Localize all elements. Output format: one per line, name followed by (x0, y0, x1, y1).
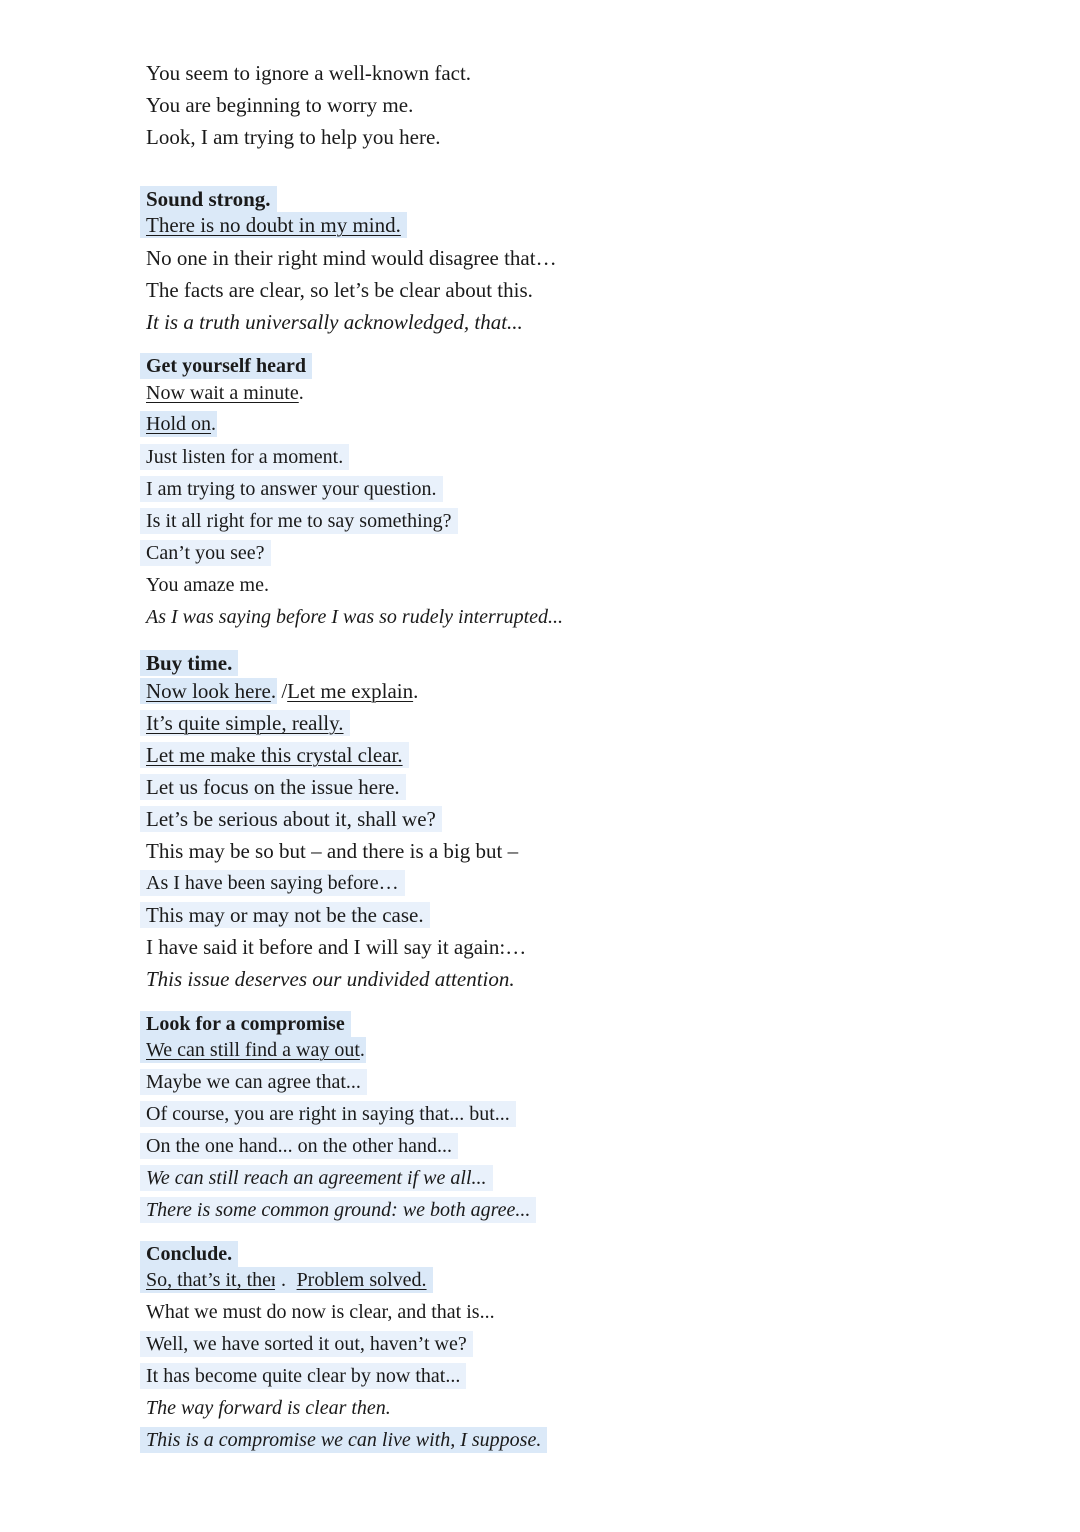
phrase-line: Now look here. /Let me explain. (146, 679, 419, 703)
phrase-line: Now wait a minute. (146, 382, 304, 404)
section-heading-buy-time: Buy time. (146, 651, 233, 675)
phrase-line: This issue deserves our undivided attention. (146, 967, 515, 991)
phrase-line: I have said it before and I will say it again:… (146, 935, 527, 959)
phrase-line: This is a compromise we can live with, I suppose. (146, 1429, 542, 1451)
phrase-line: Well, we have sorted it out, haven’t we? (146, 1333, 467, 1355)
section-heading-compromise: Look for a compromise (146, 1013, 345, 1035)
phrase-line: Maybe we can agree that... (146, 1071, 361, 1093)
phrase-line: There is no doubt in my mind. (146, 213, 401, 237)
section-heading-get-heard: Get yourself heard (146, 355, 306, 377)
phrase-line: There is some common ground: we both agree... (146, 1199, 531, 1221)
phrase-line: Hold on. (146, 413, 216, 435)
phrase-line: As I have been saying before… (146, 872, 399, 894)
phrase-line: Let’s be serious about it, shall we? (146, 807, 436, 831)
phrase-line: Let me make this crystal clear. (146, 743, 403, 767)
phrase-line: It has become quite clear by now that... (146, 1365, 461, 1387)
intro-line: Look, I am trying to help you here. (146, 125, 441, 149)
phrase-line: No one in their right mind would disagree that… (146, 246, 557, 270)
phrase-line: The way forward is clear then. (146, 1397, 391, 1419)
intro-line: You are beginning to worry me. (146, 93, 414, 117)
phrase-line: So, that’s it, then. /Problem solved. (146, 1269, 427, 1291)
phrase-line: Of course, you are right in saying that... but... (146, 1103, 510, 1125)
phrase-line: We can still find a way out. (146, 1039, 365, 1061)
phrase-line: This may be so but – and there is a big but – (146, 839, 519, 863)
phrase-line: Just listen for a moment. (146, 446, 344, 468)
phrase-line: You amaze me. (146, 574, 269, 596)
phrase-line: We can still reach an agreement if we all... (146, 1167, 487, 1189)
phrase-line: It’s quite simple, really. (146, 711, 344, 735)
phrase-line: I am trying to answer your question. (146, 478, 437, 500)
phrase-line: Let us focus on the issue here. (146, 775, 400, 799)
section-heading-sound-strong: Sound strong. (146, 187, 271, 211)
phrase-line: As I was saying before I was so rudely interrupted... (146, 606, 564, 628)
phrase-line: What we must do now is clear, and that is... (146, 1301, 495, 1323)
phrase-line: Can’t you see? (146, 542, 265, 564)
phrase-line: On the one hand... on the other hand... (146, 1135, 453, 1157)
phrase-line: Is it all right for me to say something? (146, 510, 452, 532)
phrase-line: This may or may not be the case. (146, 903, 424, 927)
phrase-line: It is a truth universally acknowledged, that... (146, 310, 523, 334)
section-heading-conclude: Conclude. (146, 1243, 233, 1265)
phrase-line: The facts are clear, so let’s be clear about this. (146, 278, 533, 302)
intro-line: You seem to ignore a well-known fact. (146, 61, 472, 85)
